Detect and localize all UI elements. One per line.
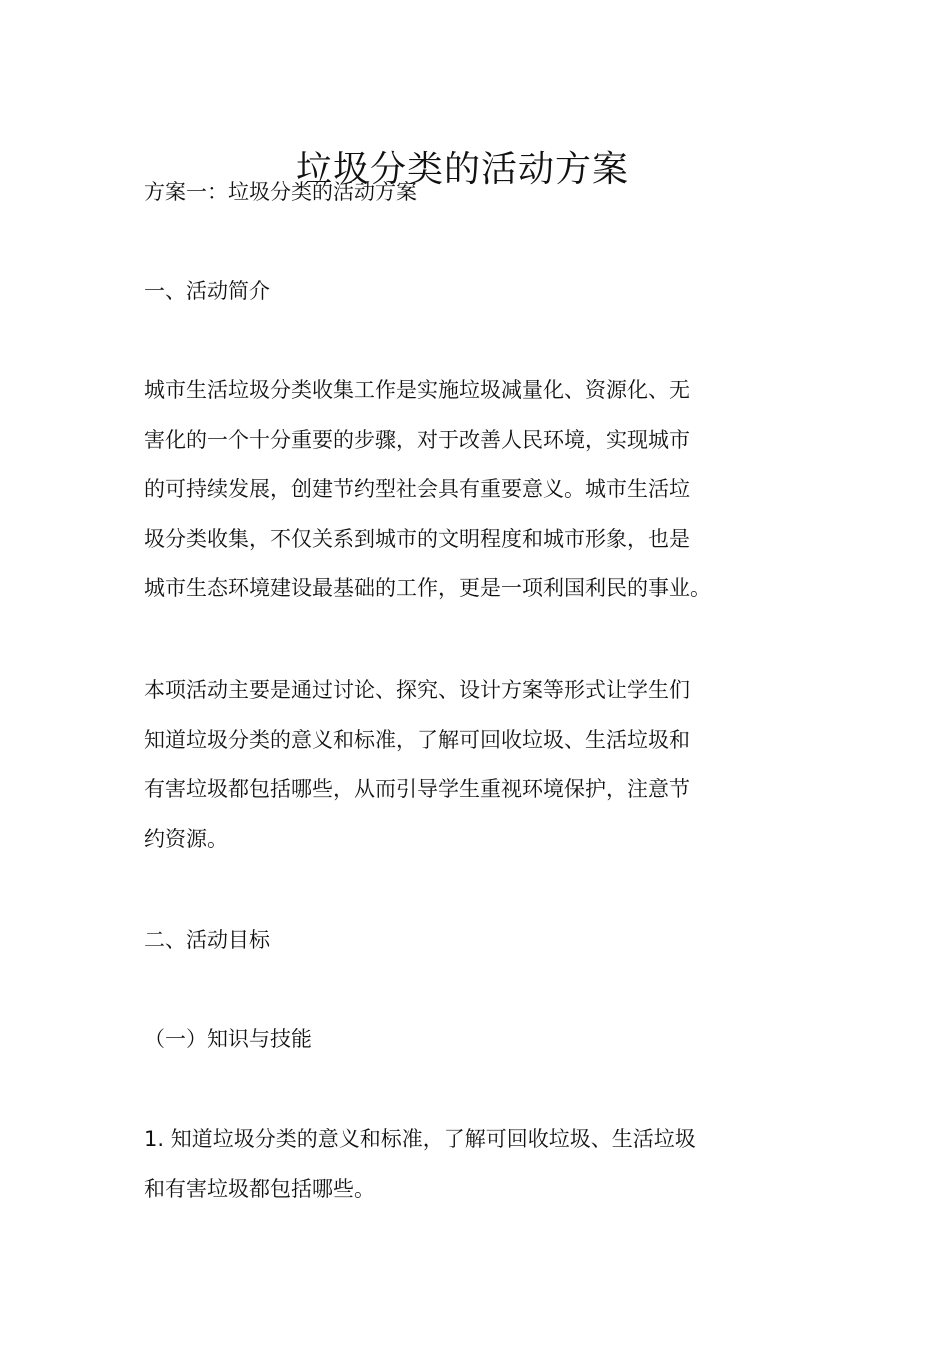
paragraph-line: 害化的一个十分重要的步骤，对于改善人民环境，实现城市 — [144, 427, 690, 452]
paragraph-intro-2 — [144, 666, 764, 864]
list-item-1 — [144, 1115, 764, 1214]
paragraph-line: 有害垃圾都包括哪些，从而引导学生重视环境保护，注意节 — [144, 777, 690, 801]
document-title: 垃圾分类的活动方案 — [295, 149, 629, 191]
subsection-heading-knowledge: （一）知识与技能 — [144, 1027, 312, 1051]
section-heading-intro: 一、活动简介 — [144, 279, 270, 303]
paragraph-line: 本项活动主要是通过讨论、探究、设计方案等形式让学生们 — [144, 678, 690, 702]
paragraph-line: 城市生态环境建设最基础的工作，更是一项利国利民的事业。 — [144, 576, 711, 600]
paragraph-line: 城市生活垃圾分类收集工作是实施垃圾减量化、资源化、无 — [144, 378, 690, 402]
section-heading-goals: 二、活动目标 — [144, 928, 270, 952]
paragraph-line: 知道垃圾分类的意义和标准，了解可回收垃圾、生活垃圾和 — [144, 727, 690, 752]
paragraph-line: 和有害垃圾都包括哪些。 — [144, 1176, 375, 1201]
paragraph-intro-1 — [144, 366, 764, 614]
document-subtitle: 方案一：垃圾分类的活动方案 — [144, 180, 417, 204]
paragraph-line: 的可持续发展，创建节约型社会具有重要意义。城市生活垃 — [144, 477, 690, 501]
paragraph-line: 圾分类收集，不仅关系到城市的文明程度和城市形象，也是 — [144, 526, 690, 551]
paragraph-line: 约资源。 — [144, 826, 228, 851]
paragraph-line: 1. 知道垃圾分类的意义和标准，了解可回收垃圾、生活垃圾 — [144, 1127, 696, 1151]
